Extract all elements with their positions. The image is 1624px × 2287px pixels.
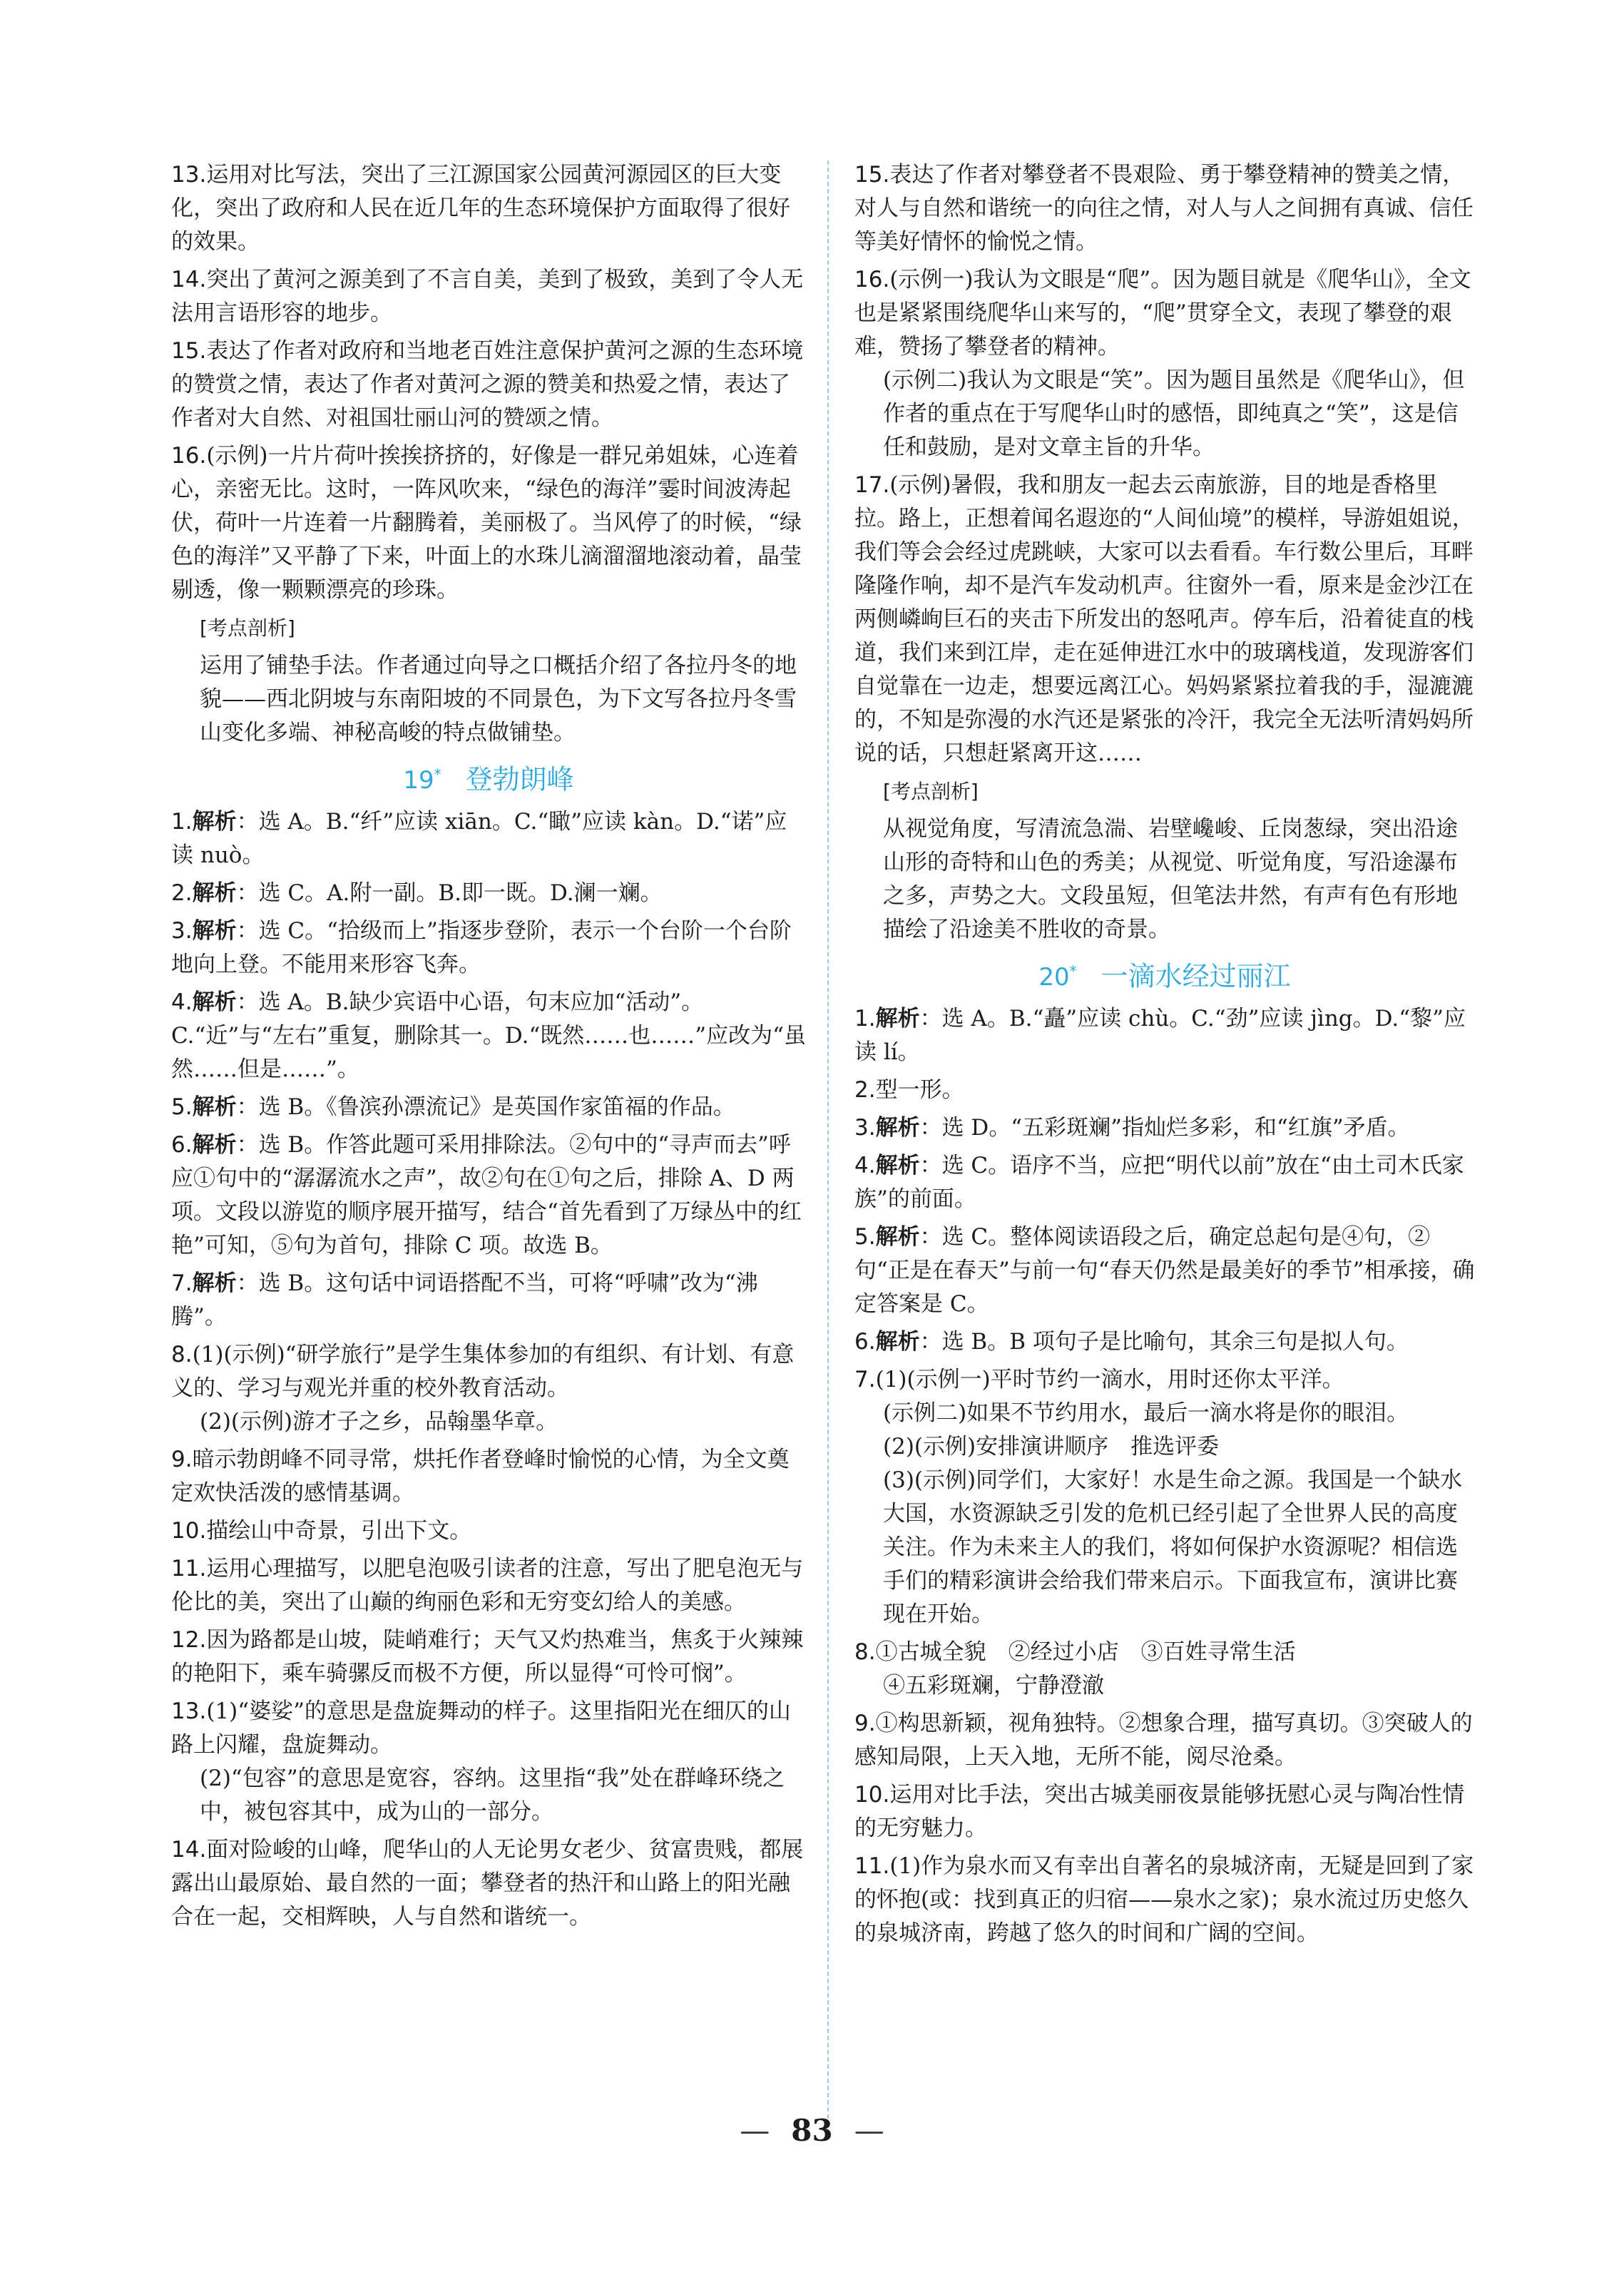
answer-item — [171, 1695, 806, 1762]
answer-number: 12. — [171, 1627, 207, 1654]
answer-item — [171, 1552, 806, 1619]
answer-number: 4. — [854, 1153, 876, 1179]
answer-item — [854, 1074, 1475, 1107]
left-column — [171, 158, 806, 1938]
answer-item — [854, 1850, 1475, 1950]
answer-continuation: (3)(示例)同学们，大家好！水是生命之源。我国是一个缺水大国，水资源缺乏引发的危机已经引起了全世界人民的高度关注。作为未来主人的我们，将如何保护水资源呢？相信选手们的精彩演讲会给我们带来启示。下面我宣布，演讲比赛现在开始。 — [883, 1467, 1463, 1628]
answer-text: ：选 A。B.“矗”应读 chù。C.“劲”应读 jìng。D.“黎”应读 lí。 — [854, 1006, 1466, 1066]
answer-item — [171, 805, 806, 872]
answer-text: ：选 C。“拾级而上”指逐步登阶，表示一个台阶一个台阶地向上登。不能用来形容飞奔。 — [171, 918, 792, 978]
answer-item — [854, 1221, 1475, 1321]
answer-label: 解析 — [875, 1224, 920, 1251]
answer-item — [854, 158, 1475, 259]
answer-text: ：选 B。B 项句子是比喻句，其余三句是拟人句。 — [919, 1329, 1409, 1355]
answer-text: 运用对比手法，突出古城美丽夜景能够抚慰心灵与陶冶性情的无穷魅力。 — [854, 1782, 1465, 1842]
answer-text: ：选 B。这句话中词语搭配不当，可将“呼啸”改为“沸腾”。 — [171, 1270, 758, 1330]
footer-dash-left: — — [740, 2113, 770, 2148]
page-number: 83 — [791, 2113, 833, 2148]
answer-item — [854, 469, 1475, 770]
answer-item — [854, 1149, 1475, 1216]
analysis-tag: [考点剖析] — [883, 780, 979, 803]
section-number-text: 20 — [1038, 963, 1070, 992]
section-title — [171, 754, 806, 801]
answer-label: 解析 — [192, 1132, 237, 1158]
answer-number: 10. — [171, 1518, 207, 1544]
analysis-heading — [171, 611, 806, 645]
answer-number: 15. — [171, 338, 207, 364]
answer-number: 8. — [854, 1639, 876, 1666]
answer-number: 1. — [854, 1006, 876, 1032]
answer-item — [171, 439, 806, 607]
analysis-text: 运用了铺垫手法。作者通过向导之口概括介绍了各拉丹冬的地貌——西北阴坡与东南阳坡的不同景色，为下文写各拉丹冬雪山变化多端、神秘高峻的特点做铺垫。 — [200, 653, 797, 745]
answer-number: 13. — [171, 1698, 207, 1725]
answer-number: 16. — [854, 267, 890, 292]
answer-number: 8. — [171, 1342, 193, 1368]
answer-text: ：选 B。作答此题可采用排除法。②句中的“寻声而去”呼应①句中的“潺潺流水之声”，故②句在①句之后，排除 A、D 两项。文段以游览的顺序展开描写，结合“首先看到了万绿丛中的红艳”可知，⑤句为首句，排除 C 项。故选 B。 — [171, 1132, 802, 1259]
answer-number: 14. — [171, 267, 207, 292]
answer-item — [171, 1267, 806, 1334]
section-number-mark: * — [434, 766, 441, 783]
answer-text: 运用心理描写，以肥皂泡吸引读者的注意，写出了肥皂泡无与伦比的美，突出了山巅的绚丽色彩和无穷变幻给人的美感。 — [171, 1556, 804, 1616]
answer-text: 表达了作者对攀登者不畏艰险、勇于攀登精神的赞美之情，对人与自然和谐统一的向往之情，对人与人之间拥有真诚、信任等美好情怀的愉悦之情。 — [854, 162, 1474, 255]
answer-number: 10. — [854, 1782, 890, 1808]
answer-text: (示例)一片片荷叶挨挨挤挤的，好像是一群兄弟姐妹，心连着心，亲密无比。这时，一阵风吹来，“绿色的海洋”霎时间波涛起伏，荷叶一片连着一片翻腾着，美丽极了。当风停了的时候，“绿色的海洋”又平静了下来，叶面上的水珠儿滴溜溜地滚动着，晶莹剔透，像一颗颗漂亮的珍珠。 — [171, 443, 802, 603]
right-column — [854, 158, 1475, 1955]
answer-number: 6. — [171, 1132, 193, 1158]
answer-text: ：选 C。A.附一副。B.即一既。D.澜一斓。 — [236, 880, 663, 907]
answer-item — [171, 1129, 806, 1263]
answer-continuation: (示例二)我认为文眼是“笑”。因为题目虽然是《爬华山》，但作者的重点在于写爬华山时的感悟，即纯真之“笑”，这是信任和鼓励，是对文章主旨的升华。 — [883, 367, 1465, 460]
answer-number: 3. — [854, 1115, 876, 1141]
answer-item — [854, 1707, 1475, 1774]
answer-text: ：选 C。整体阅读语段之后，确定总起句是④句，②句“正是在春天”与前一句“春天仍然是最美好的季节”相承接，确定答案是 C。 — [854, 1224, 1475, 1318]
answer-label: 解析 — [192, 880, 237, 907]
answer-item — [171, 1624, 806, 1691]
analysis-text: 从视觉角度，写清流急湍、岩壁巉峻、丘岗葱绿，突出沿途山形的奇特和山色的秀美；从视觉、听觉角度，写沿途瀑布之多，声势之大。文段虽短，但笔法井然，有声有色有形地描绘了沿途美不胜收的奇景。 — [883, 816, 1458, 942]
analysis-heading — [854, 775, 1475, 808]
answer-label: 解析 — [192, 1094, 237, 1121]
answer-text: 突出了黄河之源美到了不言自美，美到了极致，美到了令人无法用言语形容的地步。 — [171, 267, 804, 326]
answer-text: (1)作为泉水而又有幸出自著名的泉城济南，无疑是回到了家的怀抱(或：找到真正的归宿——泉水之家)；泉水流过历史悠久的泉城济南，跨越了悠久的时间和广阔的空间。 — [854, 1853, 1474, 1947]
answer-item — [171, 915, 806, 982]
answer-item — [171, 263, 806, 330]
answer-number: 11. — [854, 1853, 890, 1880]
answer-text: (1)(示例)“研学旅行”是学生集体参加的有组织、有计划、有意义的、学习与观光并重的校外教育活动。 — [171, 1342, 795, 1402]
answer-text: (1)(示例一)平时节约一滴水，用时还你太平洋。 — [875, 1367, 1344, 1393]
answer-number: 2. — [854, 1077, 876, 1104]
answer-number: 7. — [854, 1367, 876, 1393]
answer-number: 9. — [171, 1447, 193, 1473]
answer-continuation: (2)(示例)游才子之乡，品翰墨华章。 — [200, 1409, 558, 1435]
answer-item — [171, 1833, 806, 1934]
answer-item — [171, 335, 806, 435]
answer-number: 16. — [171, 443, 207, 469]
answer-number: 4. — [171, 989, 193, 1016]
answer-text: (示例)暑假，我和朋友一起去云南旅游，目的地是香格里拉。路上，正想着闻名遐迩的“人间仙境”的模样，导游姐姐说，我们等会会经过虎跳峡，大家可以去看看。车行数公里后，耳畔隆隆作响，却不是汽车发动机声。往窗外一看，原来是金沙江在两侧嶙峋巨石的夹击下所发出的怒吼声。停车后，沿着徒直的栈道，我们来到江岸，走在延伸进江水中的玻璃栈道，发现游客们自觉靠在一边走，想要远离江心。妈妈紧紧拉着我的手，湿漉漉的，不知是弥漫的水汽还是紧张的冷汗，我完全无法听清妈妈所说的话，只想赶紧离开这…… — [854, 472, 1474, 766]
answer-number: 3. — [171, 918, 193, 944]
answer-text: 暗示勃朗峰不同寻常，烘托作者登峰时愉悦的心情，为全文奠定欢快活泼的感情基调。 — [171, 1447, 790, 1507]
answer-item — [171, 986, 806, 1086]
answer-item — [854, 1002, 1475, 1069]
answer-text: (1)“婆娑”的意思是盘旋舞动的样子。这里指阳光在细仄的山路上闪耀，盘旋舞动。 — [171, 1698, 791, 1758]
answer-item — [171, 1091, 806, 1124]
answer-continuation: (2)“包容”的意思是宽容，容纳。这里指“我”处在群峰环绕之中，被包容其中，成为山的一部分。 — [200, 1766, 785, 1825]
section-number-mark: * — [1069, 963, 1077, 980]
section-number-text: 19 — [403, 766, 434, 795]
answer-number: 13. — [171, 162, 207, 188]
answer-label: 解析 — [875, 1329, 920, 1355]
answer-text: ：选 D。“五彩斑斓”指灿烂多彩，和“红旗”矛盾。 — [919, 1115, 1410, 1141]
answer-text: 面对险峻的山峰，爬华山的人无论男女老少、贫富贵贱，都展露出山最原始、最自然的一面；攀登者的热汗和山路上的阳光融合在一起，交相辉映，人与自然和谐统一。 — [171, 1837, 804, 1930]
answer-continuation: ④五彩斑斓，宁静澄澈 — [883, 1673, 1104, 1699]
answer-text: 运用对比写法，突出了三江源国家公园黄河源园区的巨大变化，突出了政府和人民在近几年的生态环境保护方面取得了很好的效果。 — [171, 162, 790, 255]
answer-text: ：选 A。B.“纤”应读 xiān。C.“瞰”应读 kàn。D.“诺”应读 nuò。 — [171, 809, 787, 869]
answer-continuation: (示例二)如果不节约用水，最后一滴水将是你的眼泪。 — [883, 1400, 1409, 1427]
answer-text: (示例一)我认为文眼是“爬”。因为题目就是《爬华山》，全文也是紧紧围绕爬华山来写的，“爬”贯穿全文，表现了攀登的艰难，赞扬了攀登者的精神。 — [854, 267, 1471, 360]
answer-item — [854, 1778, 1475, 1845]
answer-label: 解析 — [192, 918, 237, 944]
answer-number: 7. — [171, 1270, 193, 1297]
answer-item — [854, 1325, 1475, 1359]
section-title-text: 登勃朗峰 — [465, 763, 574, 795]
answer-item — [171, 1443, 806, 1510]
answer-text: 描绘山中奇景，引出下文。 — [206, 1518, 472, 1544]
answer-number: 1. — [171, 809, 193, 835]
answer-continuation: (2)(示例)安排演讲顺序 推选评委 — [883, 1434, 1220, 1460]
answer-text: 表达了作者对政府和当地老百姓注意保护黄河之源的生态环境的赞赏之情，表达了作者对黄河之源的赞美和热爱之情，表达了作者对大自然、对祖国壮丽山河的赞颂之情。 — [171, 338, 804, 431]
answer-text: 因为路都是山坡，陡峭难行；天气又灼热难当，焦炙于火辣辣的艳阳下，乘车骑骡反而极不方便，所以显得“可怜可悯”。 — [171, 1627, 804, 1687]
answer-label: 解析 — [192, 989, 237, 1016]
answer-item — [854, 263, 1475, 364]
answer-text: 型一形。 — [875, 1077, 964, 1104]
footer-dash-right: — — [854, 2113, 884, 2148]
answer-label: 解析 — [875, 1153, 920, 1179]
analysis-tag: [考点剖析] — [200, 616, 295, 640]
column-divider — [827, 161, 829, 2126]
answer-number: 6. — [854, 1329, 876, 1355]
answer-item — [171, 1338, 806, 1405]
answer-label: 解析 — [875, 1006, 920, 1032]
answer-label: 解析 — [192, 1270, 237, 1297]
answer-number: 11. — [171, 1556, 207, 1582]
answer-number: 5. — [171, 1094, 193, 1121]
answer-item — [854, 1636, 1475, 1669]
section-title — [854, 951, 1475, 998]
section-number — [403, 766, 441, 795]
answer-number: 17. — [854, 472, 890, 498]
section-number — [1038, 963, 1076, 992]
answer-text: ①古城全貌 ②经过小店 ③百姓寻常生活 — [875, 1639, 1296, 1666]
answer-text: ①构思新颖，视角独特。②想象合理，描写真切。③突破人的感知局限，上天入地，无所不能，阅尽沧桑。 — [854, 1711, 1473, 1771]
answer-text: ：选 C。语序不当，应把“明代以前”放在“由土司木氏家族”的前面。 — [854, 1153, 1464, 1213]
page-footer — [0, 2113, 1624, 2148]
section-title-text: 一滴水经过丽江 — [1100, 960, 1291, 992]
answer-number: 15. — [854, 162, 890, 188]
answer-number: 14. — [171, 1837, 207, 1863]
answer-item — [171, 877, 806, 910]
answer-text: ：选 A。B.缺少宾语中心语，句末应加“活动”。C.“近”与“左右”重复，删除其一。D.“既然……也……”应改为“虽然……但是……”。 — [171, 989, 807, 1083]
answer-number: 9. — [854, 1711, 876, 1737]
answer-number: 2. — [171, 880, 193, 907]
answer-item — [171, 158, 806, 259]
answer-text: ：选 B。《鲁滨孙漂流记》是英国作家笛福的作品。 — [236, 1094, 735, 1121]
answer-item — [854, 1363, 1475, 1397]
answer-label: 解析 — [875, 1115, 920, 1141]
answer-item — [854, 1111, 1475, 1145]
answer-item — [171, 1514, 806, 1548]
answer-label: 解析 — [192, 809, 237, 835]
answer-number: 5. — [854, 1224, 876, 1251]
